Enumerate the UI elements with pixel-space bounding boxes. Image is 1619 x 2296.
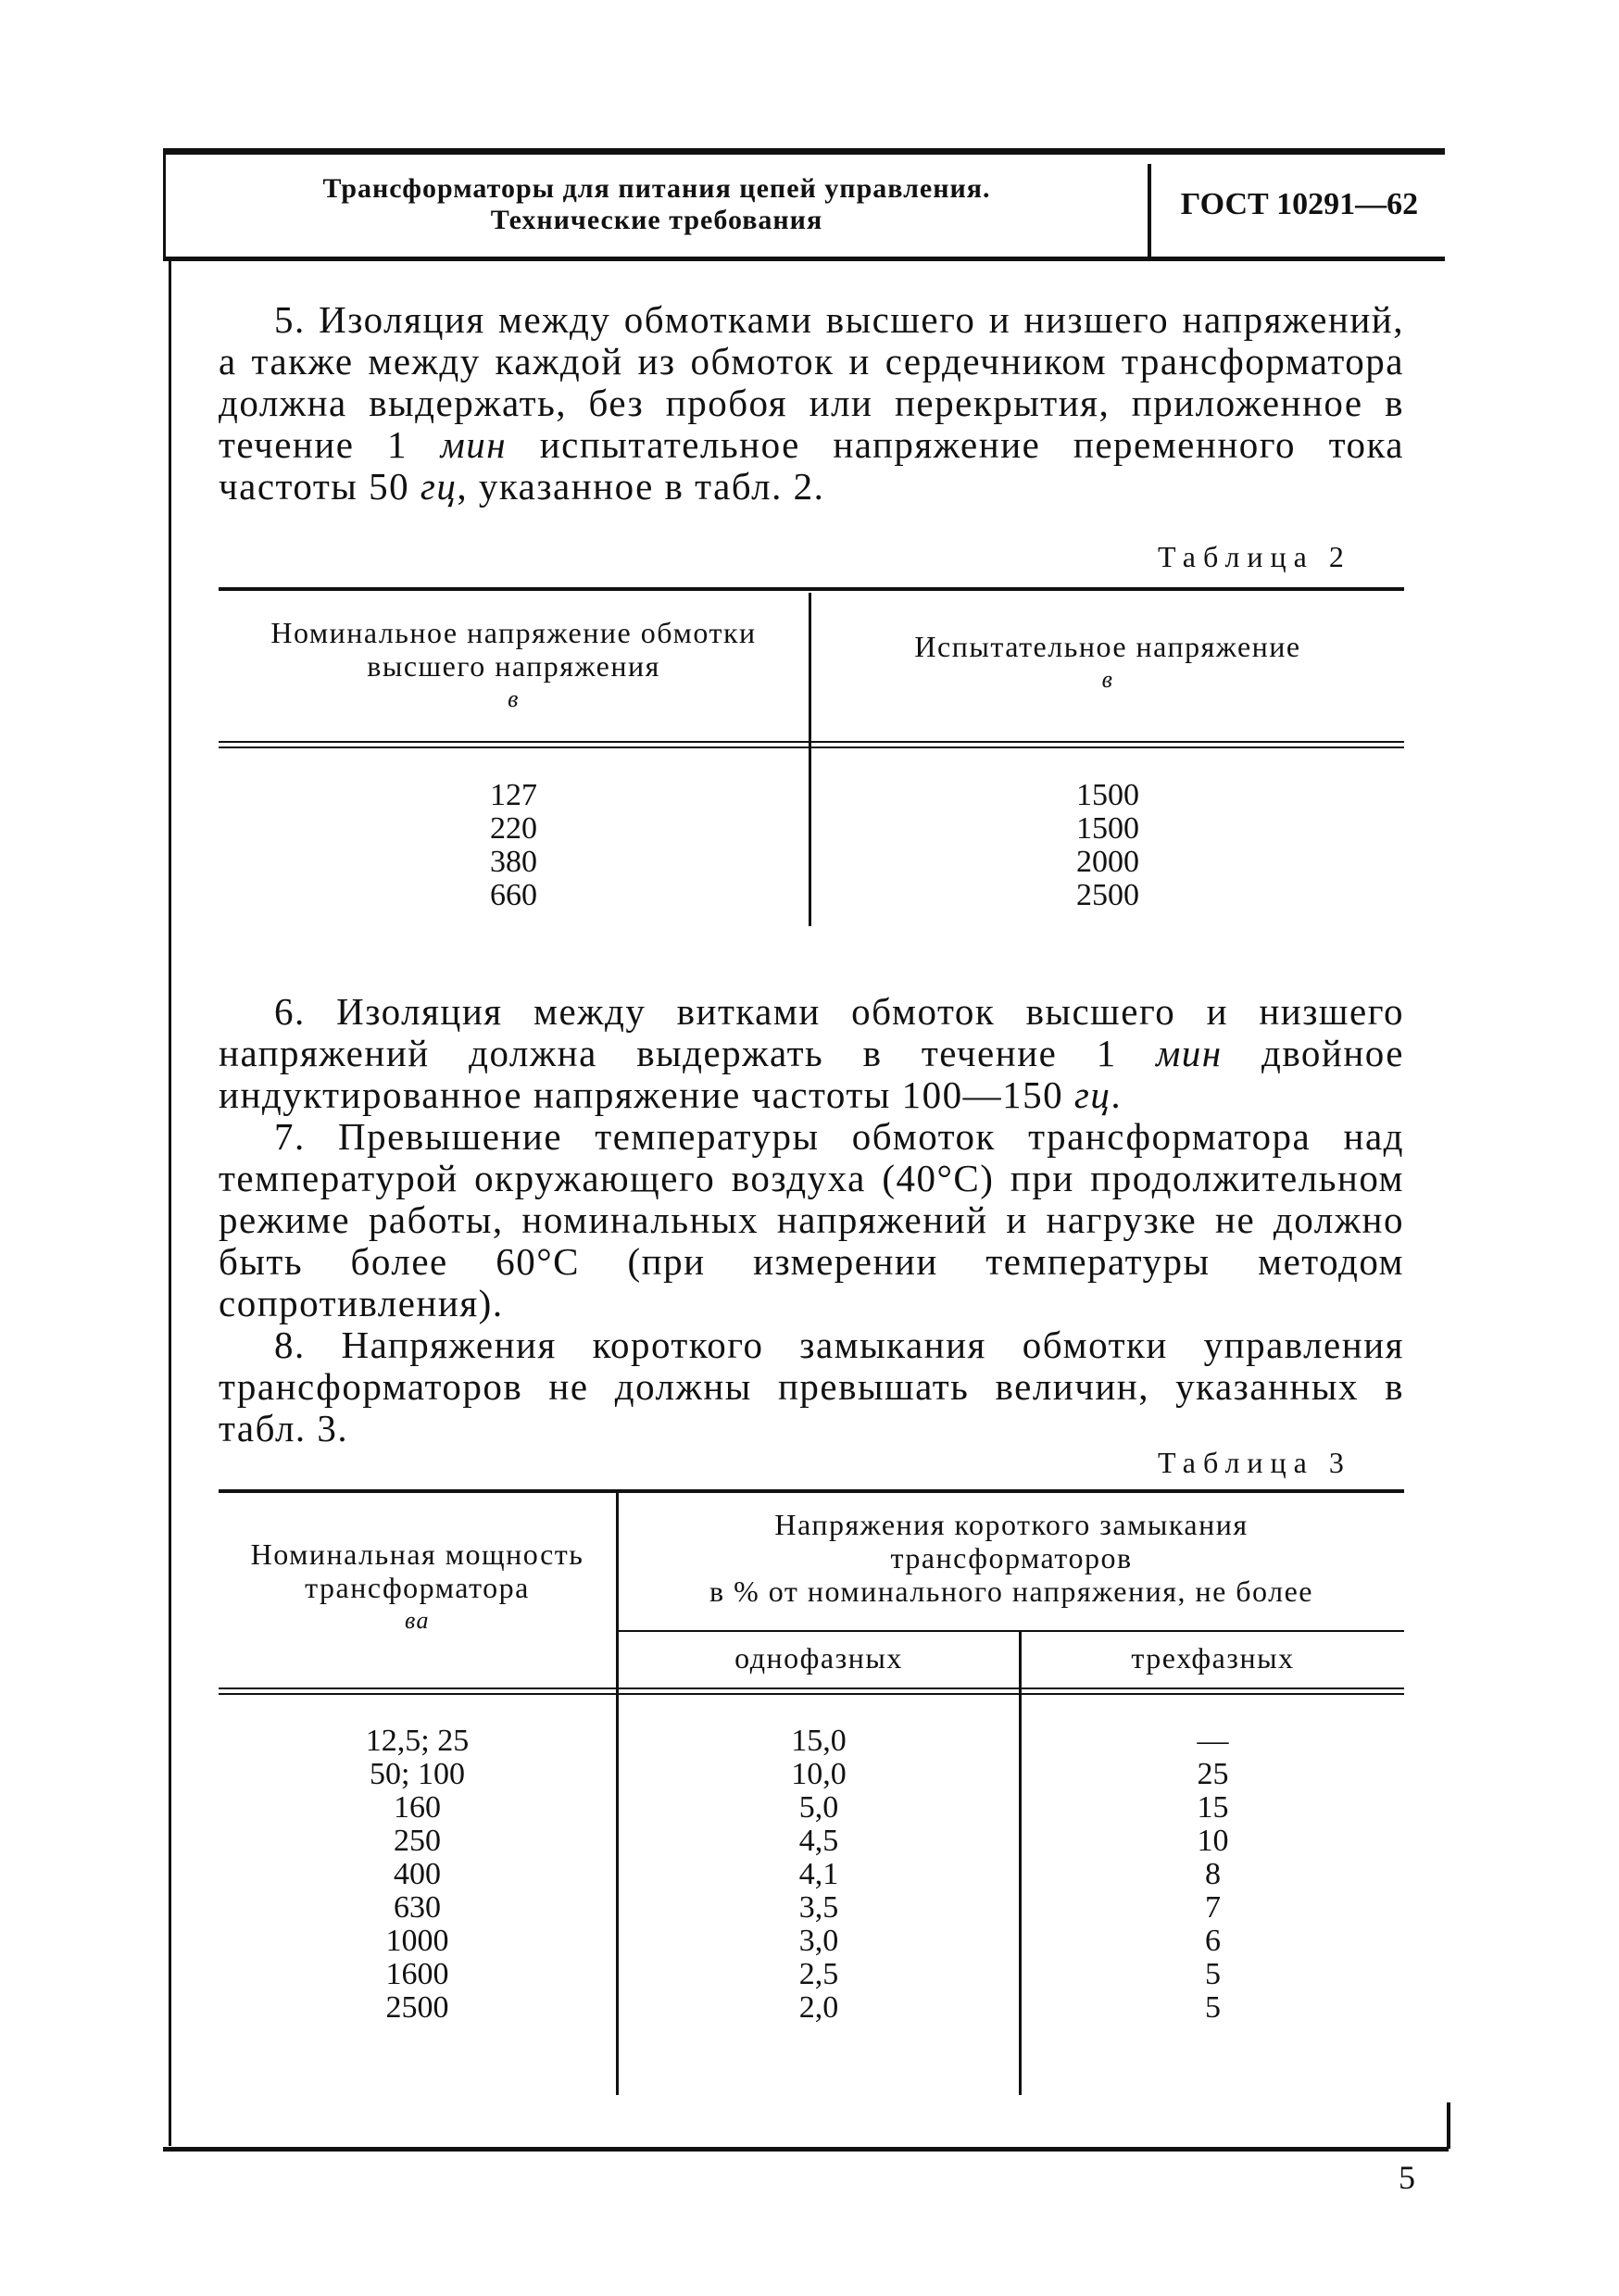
table-row: 2500	[385, 1990, 449, 2025]
table-row: 2,0	[798, 1990, 839, 2025]
table-3-col1-header	[219, 1537, 616, 1637]
table-row: 5,0	[798, 1790, 839, 1825]
table-3-col1-unit: ва	[404, 1607, 431, 1634]
table-row: 8	[1205, 1857, 1221, 1891]
page-frame-right	[1447, 2102, 1450, 2149]
table-row: 127	[490, 778, 537, 812]
table-3-group-header-line-3: в % от номинального напряжения, не более	[709, 1575, 1313, 1608]
table-row: 4,5	[798, 1824, 839, 1858]
page-bottom-rule	[163, 2147, 1449, 2152]
table-row: 2500	[1076, 878, 1139, 912]
page-frame-left	[169, 261, 171, 2146]
table-3-sub2-header: трехфазных	[1131, 1641, 1295, 1675]
table-3-caption: Таблица 3	[1158, 1446, 1351, 1479]
table-row: 25	[1197, 1757, 1229, 1791]
table-3-group-header-line-2: трансформаторов	[890, 1541, 1133, 1575]
table-2-col2-unit: в	[1101, 666, 1114, 693]
table-row: 15,0	[791, 1724, 847, 1758]
table-2-col2-header-text: Испытательное напряжение	[914, 630, 1301, 663]
table-row: 3,5	[798, 1890, 839, 1925]
table-row: 660	[490, 878, 537, 912]
table-row: 630	[394, 1890, 441, 1925]
table-row: 5	[1205, 1957, 1221, 1991]
title-line-1: Трансформаторы для питания цепей управления.	[322, 173, 991, 204]
standard-code: ГОСТ 10291—62	[1180, 187, 1419, 221]
table-row: 12,5; 25	[365, 1724, 470, 1758]
paragraph-7: 7. Превышение температуры обмоток трансформатора над температурой окружающего воздуха (40°С) при продолжительном режиме работы, номинальных напряжений и нагрузке не должно быть более 60°С (при измерении температуры методом сопротивления).	[219, 1115, 1404, 1324]
table-3-sub1-header: однофазных	[734, 1641, 903, 1675]
table-2-col1-header-text: Номинальное напряжение обмотки высшего напряжения	[270, 616, 757, 683]
table-row: 4,1	[798, 1857, 839, 1891]
table-2-col2-values	[811, 779, 1404, 912]
table-row: 380	[490, 845, 537, 879]
table-row: 10	[1197, 1824, 1229, 1858]
table-row: 1000	[385, 1924, 449, 1958]
document-title	[166, 173, 1148, 236]
table-2-col1-header	[219, 616, 809, 716]
table-row: 7	[1205, 1890, 1221, 1925]
title-line-2: Технические требования	[490, 205, 823, 235]
table-row: 10,0	[791, 1757, 847, 1791]
paragraph-8: 8. Напряжения короткого замыкания обмотки управления трансформаторов не должны превышать величин, указанных в табл. 3.	[219, 1324, 1404, 1449]
table-row: 5	[1205, 1990, 1221, 2025]
table-row: 400	[394, 1857, 441, 1891]
table-2-caption: Таблица 2	[1158, 540, 1351, 573]
table-row: 160	[394, 1790, 441, 1825]
table-2-header-rule-2	[219, 747, 1404, 748]
table-2-col1-unit: в	[508, 685, 520, 712]
table-row: 50; 100	[370, 1757, 465, 1791]
table-row: 1600	[385, 1957, 449, 1991]
table-3-subheader-rule	[619, 1630, 1404, 1632]
table-3-col3-values	[1022, 1725, 1404, 2025]
paragraph-6: 6. Изоляция между витками обмоток высшего и низшего напряжений должна выдержать в течение 1 мин двойное индуктированное напряжение частоты 100—150 гц.	[219, 990, 1404, 1116]
table-row: 2000	[1076, 845, 1139, 879]
table-3-top-rule	[219, 1489, 1404, 1493]
table-2-col1-values	[219, 779, 809, 912]
table-row: 1500	[1076, 778, 1139, 812]
table-3-group-header	[619, 1508, 1404, 1608]
table-row: 220	[490, 811, 537, 846]
page-header	[163, 148, 1445, 261]
table-row: 1500	[1076, 811, 1139, 846]
paragraph-5: 5. Изоляция между обмотками высшего и низшего напряжений, а также между каждой из обмоток и сердечником трансформатора должна выдержать, без пробоя или перекрытия, приложенное в течение 1 мин испытательное напряжение переменного тока частоты 50 гц, указанное в табл. 2.	[219, 298, 1404, 508]
table-row: 2,5	[798, 1957, 839, 1991]
table-3-col2-values	[619, 1725, 1019, 2025]
table-row: 6	[1205, 1924, 1221, 1958]
table-row: 15	[1197, 1790, 1229, 1825]
table-3-col1-values	[219, 1725, 616, 2025]
table-row: 3,0	[798, 1924, 839, 1958]
table-row: —	[1197, 1724, 1229, 1758]
table-3-group-header-line-1: Напряжения короткого замыкания	[774, 1508, 1249, 1541]
table-3-header-rule-2	[219, 1693, 1404, 1695]
table-3-col1-header-text: Номинальная мощность трансформатора	[250, 1537, 584, 1604]
page-number: 5	[1399, 2159, 1415, 2196]
table-3-header-rule-1	[219, 1687, 1404, 1689]
table-2-col2-header	[811, 630, 1404, 696]
table-2-header-rule-1	[219, 741, 1404, 743]
table-row: 250	[394, 1824, 441, 1858]
table-2-top-rule	[219, 587, 1404, 591]
